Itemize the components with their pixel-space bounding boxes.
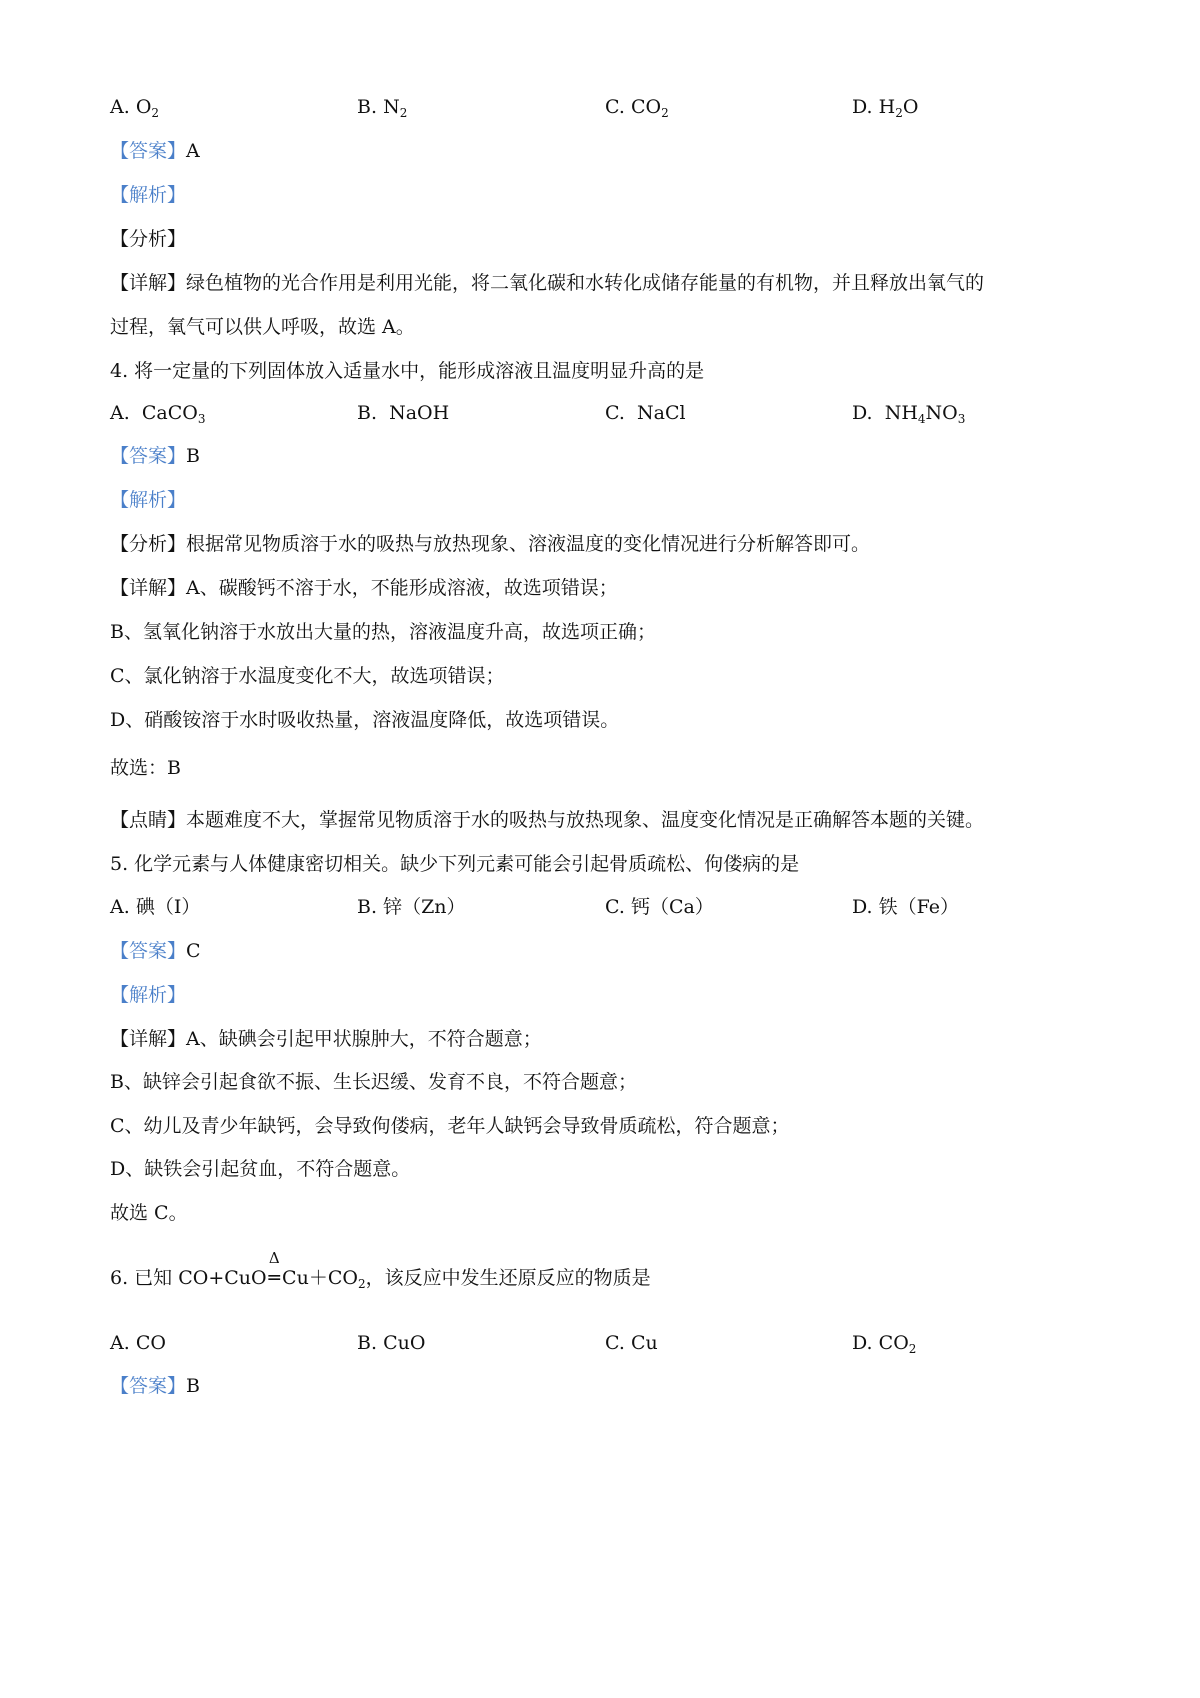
q5-option-d: D. 铁（Fe） bbox=[852, 896, 960, 918]
q5-detail-d: D、缺铁会引起贫血，不符合题意。 bbox=[110, 1158, 411, 1180]
q6-answer: 【答案】B bbox=[110, 1375, 200, 1397]
q5-option-a: A. 碘（I） bbox=[110, 896, 201, 918]
reaction-condition: Δ ═ bbox=[267, 1265, 282, 1291]
q5-detail-b: B、缺锌会引起食欲不振、生长迟缓、发育不良，不符合题意； bbox=[110, 1071, 637, 1093]
q3-options bbox=[110, 94, 1110, 120]
q4-option-a: A. CaCO$_3$ bbox=[110, 402, 206, 426]
q5-options bbox=[110, 894, 1110, 920]
q6-options bbox=[110, 1330, 1110, 1356]
q3-analysis-tag: 【解析】 bbox=[110, 184, 187, 206]
q4-option-b: B. NaOH bbox=[357, 402, 450, 424]
q3-detail-line2: 过程，氧气可以供人呼吸，故选 A。 bbox=[110, 316, 415, 338]
q5-stem: 5. 化学元素与人体健康密切相关。缺少下列元素可能会引起骨质疏松、佝偻病的是 bbox=[110, 853, 800, 875]
q4-detail-a: 【详解】A、碳酸钙不溶于水，不能形成溶液，故选项错误； bbox=[110, 577, 618, 599]
q4-detail-b: B、氢氧化钠溶于水放出大量的热，溶液温度升高，故选项正确； bbox=[110, 621, 656, 643]
q3-detail-line1: 【详解】绿色植物的光合作用是利用光能，将二氧化碳和水转化成储存能量的有机物，并且释放出氧气的 bbox=[110, 272, 985, 294]
q4-stem: 4. 将一定量的下列固体放入适量水中，能形成溶液且温度明显升高的是 bbox=[110, 360, 705, 382]
q3-option-d: D. $H_2O$ bbox=[852, 96, 919, 120]
q4-answer: 【答案】B bbox=[110, 445, 200, 467]
q4-option-c: C. NaCl bbox=[605, 402, 686, 424]
q3-answer: 【答案】A bbox=[110, 140, 200, 162]
heat-delta-symbol: Δ bbox=[268, 1249, 280, 1267]
q3-fenxi-tag: 【分析】 bbox=[110, 228, 187, 250]
q5-choice: 故选 C。 bbox=[110, 1202, 188, 1224]
q4-detail-d: D、硝酸铵溶于水时吸收热量，溶液温度降低，故选项错误。 bbox=[110, 709, 620, 731]
q4-options bbox=[110, 400, 1110, 426]
q5-detail-a: 【详解】A、缺碘会引起甲状腺肿大，不符合题意； bbox=[110, 1028, 542, 1050]
q5-detail-c: C、幼儿及青少年缺钙，会导致佝偻病，老年人缺钙会导致骨质疏松，符合题意； bbox=[110, 1115, 790, 1137]
q4-fenxi: 【分析】根据常见物质溶于水的吸热与放热现象、溶液温度的变化情况进行分析解答即可。 bbox=[110, 533, 871, 555]
q3-option-a: A. $O_2$ bbox=[110, 96, 160, 120]
q4-dianjing: 【点睛】本题难度不大，掌握常见物质溶于水的吸热与放热现象、温度变化情况是正确解答本题的关键。 bbox=[110, 809, 985, 831]
q5-analysis-tag: 【解析】 bbox=[110, 984, 187, 1006]
q4-option-d: D. $NH_4NO_3$ bbox=[852, 402, 966, 426]
q4-detail-c: C、氯化钠溶于水温度变化不大，故选项错误； bbox=[110, 665, 505, 687]
q6-option-b: B. CuO bbox=[357, 1332, 426, 1354]
q5-option-b: B. 锌（Zn） bbox=[357, 896, 466, 918]
q6-stem: 6. 已知 CO+CuO Δ ═ $Cu+CO_2$，该反应中发生还原反应的物质是 bbox=[110, 1265, 651, 1291]
q4-analysis-tag: 【解析】 bbox=[110, 489, 187, 511]
q3-option-c: C. $CO_2$ bbox=[605, 96, 669, 120]
q6-option-a: A. CO bbox=[110, 1332, 166, 1354]
q5-answer: 【答案】C bbox=[110, 940, 201, 962]
q3-option-b: B. $N_2$ bbox=[357, 96, 408, 120]
q6-option-d: D. $CO_2$ bbox=[852, 1332, 917, 1356]
q6-option-c: C. Cu bbox=[605, 1332, 658, 1354]
q5-option-c: C. 钙（Ca） bbox=[605, 896, 714, 918]
q4-choice: 故选：B bbox=[110, 757, 181, 779]
